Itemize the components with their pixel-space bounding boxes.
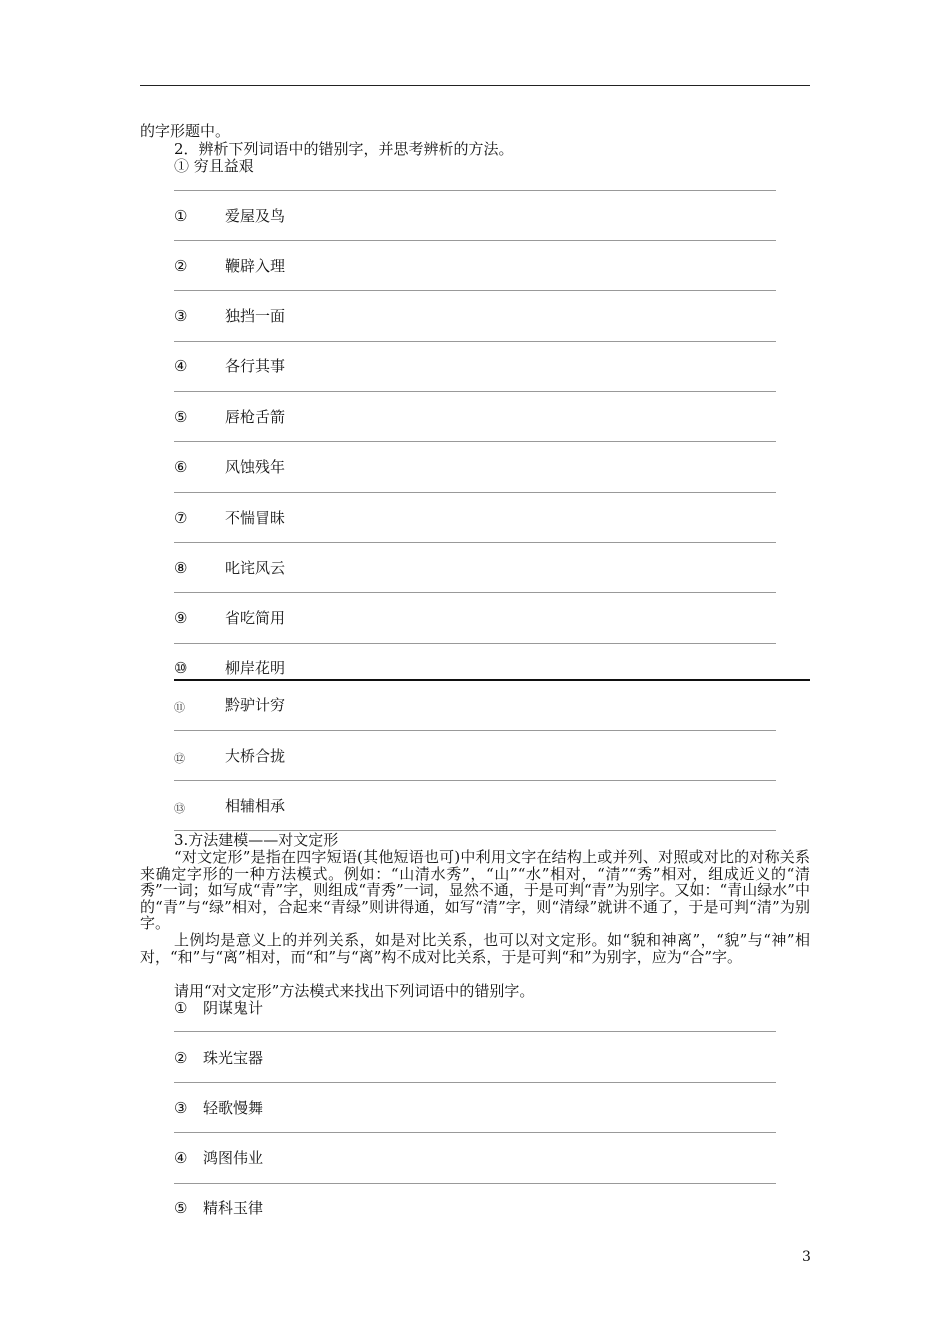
item-number: ⑩ — [174, 659, 188, 677]
q3-heading: 3.方法建模——对文定形 — [174, 831, 339, 849]
item-word: 珠光宝器 — [203, 1049, 264, 1067]
item-word: 精科玉律 — [203, 1199, 264, 1217]
item-number: ⑦ — [174, 509, 188, 527]
item-word: 柳岸花明 — [225, 659, 286, 677]
item-word: 风蚀残年 — [225, 458, 286, 476]
answer-line — [174, 592, 776, 593]
answer-line — [174, 1183, 776, 1184]
item-word: 相辅相承 — [225, 797, 286, 815]
item-number: ② — [174, 257, 188, 275]
answer-line — [174, 341, 776, 342]
item-word: 省吃简用 — [225, 609, 286, 627]
answer-line — [174, 190, 776, 191]
header-rule — [140, 85, 810, 86]
item-number: ⑨ — [174, 609, 188, 627]
item-number: ① — [174, 999, 188, 1017]
item-word: 唇枪舌箭 — [225, 408, 286, 426]
answer-line — [174, 1082, 776, 1083]
intro-tail: 的字形题中。 — [140, 122, 231, 140]
item-word: 叱诧风云 — [225, 559, 286, 577]
item-number: ④ — [174, 1149, 188, 1167]
item-word: 大桥合拢 — [225, 747, 286, 765]
item-word: 各行其事 — [225, 357, 286, 375]
answer-line — [174, 1132, 776, 1133]
q2-heading: 2．辨析下列词语中的错别字，并思考辨析的方法。 — [174, 140, 514, 158]
answer-line — [174, 542, 776, 543]
item-number: ⑤ — [174, 408, 188, 426]
q2-first-item: ① 穷且益艰 — [174, 157, 254, 175]
item-number: ③ — [174, 1099, 188, 1117]
answer-line — [174, 643, 776, 644]
item-number: ⑫ — [174, 752, 185, 765]
item-number: ③ — [174, 307, 188, 325]
item-word: 鸿图伟业 — [203, 1149, 264, 1167]
item-word: 爱屋及鸟 — [225, 207, 286, 225]
answer-line — [174, 1031, 776, 1032]
item-word: 阴谋鬼计 — [203, 999, 264, 1017]
item-word: 鞭辟入理 — [225, 257, 286, 275]
item-word: 黔驴计穷 — [225, 696, 286, 714]
answer-line — [174, 492, 776, 493]
item-word: 不惴冒昧 — [225, 509, 286, 527]
answer-line — [174, 290, 776, 291]
q3-paragraph-2: 上例均是意义上的并列关系，如是对比关系，也可以对文定形。如“貌和神离”，“貌”与“神”相对，“和”与“离”相对，而“和”与“离”构不成对比关系，于是可判“和”为别字，应为“合”字。 — [140, 931, 810, 966]
item-number: ⑪ — [174, 701, 185, 714]
answer-line — [174, 240, 776, 241]
item-number: ④ — [174, 357, 188, 375]
item-number: ⑧ — [174, 559, 188, 577]
item-word: 轻歌慢舞 — [203, 1099, 264, 1117]
page-number: 3 — [802, 1249, 811, 1265]
item-number: ⑥ — [174, 458, 188, 476]
item-number: ⑤ — [174, 1199, 188, 1217]
item-word: 独挡一面 — [225, 307, 286, 325]
answer-line — [174, 780, 776, 781]
q3-instruction: 请用“对文定形”方法模式来找出下列词语中的错别字。 — [174, 982, 535, 1000]
answer-line — [174, 441, 776, 442]
q3-paragraph-1: “对文定形”是指在四字短语(其他短语也可)中利用文字在结构上或并列、对照或对比的对称关系来确定字形的一种方法模式。例如：“山清水秀”，“山”“水”相对，“清”“秀”相对，组成近义的“清秀”一词；如写成“青”字，则组成“青秀”一词，显然不通，于是可判“青”为别字。又如：“青山绿水”中的“青”与“绿”相对，合起来“青绿”则讲得通，如写“清”字，则“清绿”就讲不通了，于是可判“清”为别字。 — [140, 848, 810, 932]
section-rule — [174, 679, 810, 681]
answer-line — [174, 391, 776, 392]
item-number: ⑬ — [174, 802, 185, 815]
item-number: ① — [174, 207, 188, 225]
answer-line — [174, 730, 776, 731]
item-number: ② — [174, 1049, 188, 1067]
